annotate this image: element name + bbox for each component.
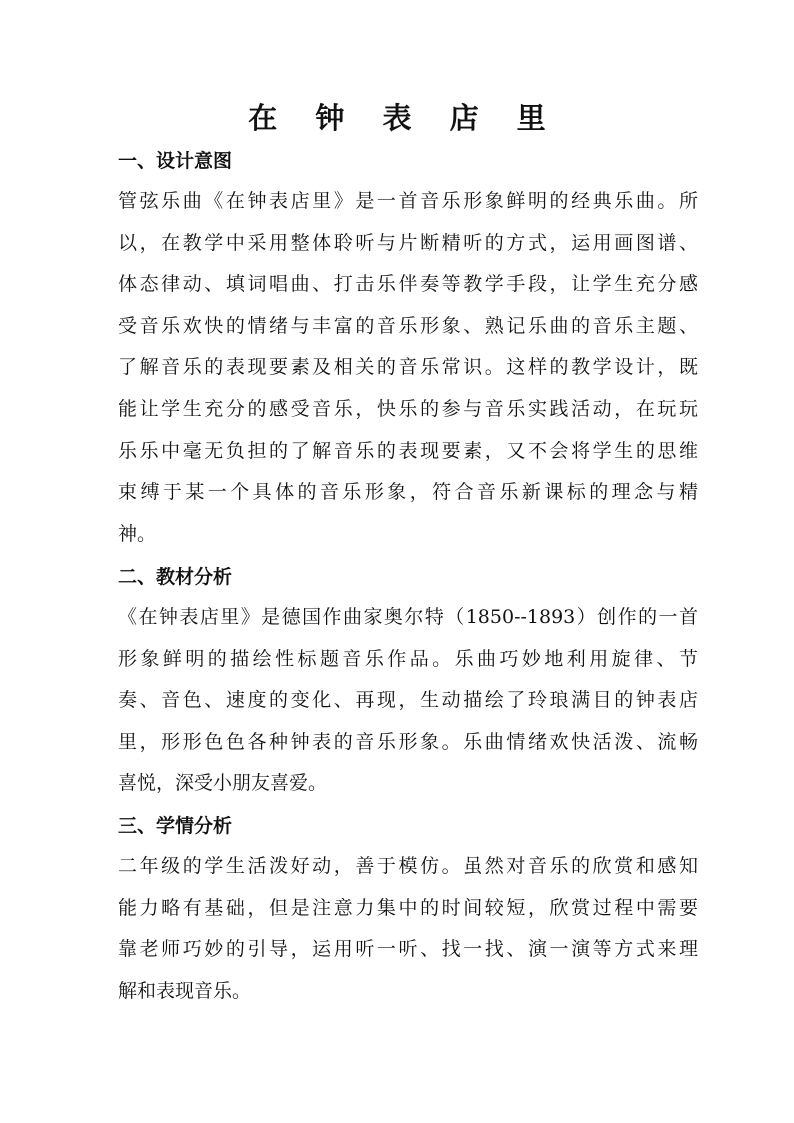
- text-line: 里，形形色色各种钟表的音乐形象。乐曲情绪欢快活泼、流畅: [118, 730, 698, 753]
- text-line: 《在钟表店里》是德国作曲家奥尔特（1850--1893）创作的一首: [118, 606, 698, 628]
- text-line: 能力略有基础，但是注意力集中的时间较短，欣赏过程中需要: [118, 896, 698, 919]
- text-line: 体态律动、填词唱曲、打击乐伴奏等教学手段，让学生充分感: [118, 273, 698, 296]
- text-line: 靠老师巧妙的引导，运用听一听、找一找、演一演等方式来理: [118, 938, 698, 961]
- text-line: 二年级的学生活泼好动，善于模仿。虽然对音乐的欣赏和感知: [118, 855, 698, 877]
- text-line: 喜悦，深受小朋友喜爱。: [118, 772, 328, 795]
- text-line: 乐乐中毫无负担的了解音乐的表现要素，又不会将学生的思维: [118, 439, 698, 462]
- section-body-material-analysis: [118, 597, 698, 805]
- document-title: 在 钟 表 店 里: [248, 101, 560, 135]
- section-body-design-intent: [118, 181, 698, 555]
- section-heading-student-analysis: 三、学情分析: [118, 815, 233, 837]
- text-line: 能让学生充分的感受音乐，快乐的参与音乐实践活动，在玩玩: [118, 397, 698, 420]
- text-line: 以，在教学中采用整体聆听与片断精听的方式，运用画图谱、: [118, 231, 698, 254]
- text-line: 管弦乐曲《在钟表店里》是一首音乐形象鲜明的经典乐曲。所: [118, 190, 698, 212]
- text-line: 受音乐欢快的情绪与丰富的音乐形象、熟记乐曲的音乐主题、: [118, 314, 698, 337]
- text-line: 神。: [118, 522, 157, 545]
- section-body-student-analysis: [118, 846, 698, 1012]
- text-line: 奏、音色、速度的变化、再现，生动描绘了玲琅满目的钟表店: [118, 689, 698, 712]
- text-line: 解和表现音乐。: [118, 979, 252, 1002]
- text-line: 了解音乐的表现要素及相关的音乐常识。这样的教学设计，既: [118, 356, 698, 379]
- section-heading-material-analysis: 二、教材分析: [118, 566, 233, 588]
- text-line: 形象鲜明的描绘性标题音乐作品。乐曲巧妙地利用旋律、节: [118, 647, 698, 670]
- text-line: 束缚于某一个具体的音乐形象，符合音乐新课标的理念与精: [118, 481, 698, 504]
- section-heading-design-intent: 一、设计意图: [118, 150, 233, 172]
